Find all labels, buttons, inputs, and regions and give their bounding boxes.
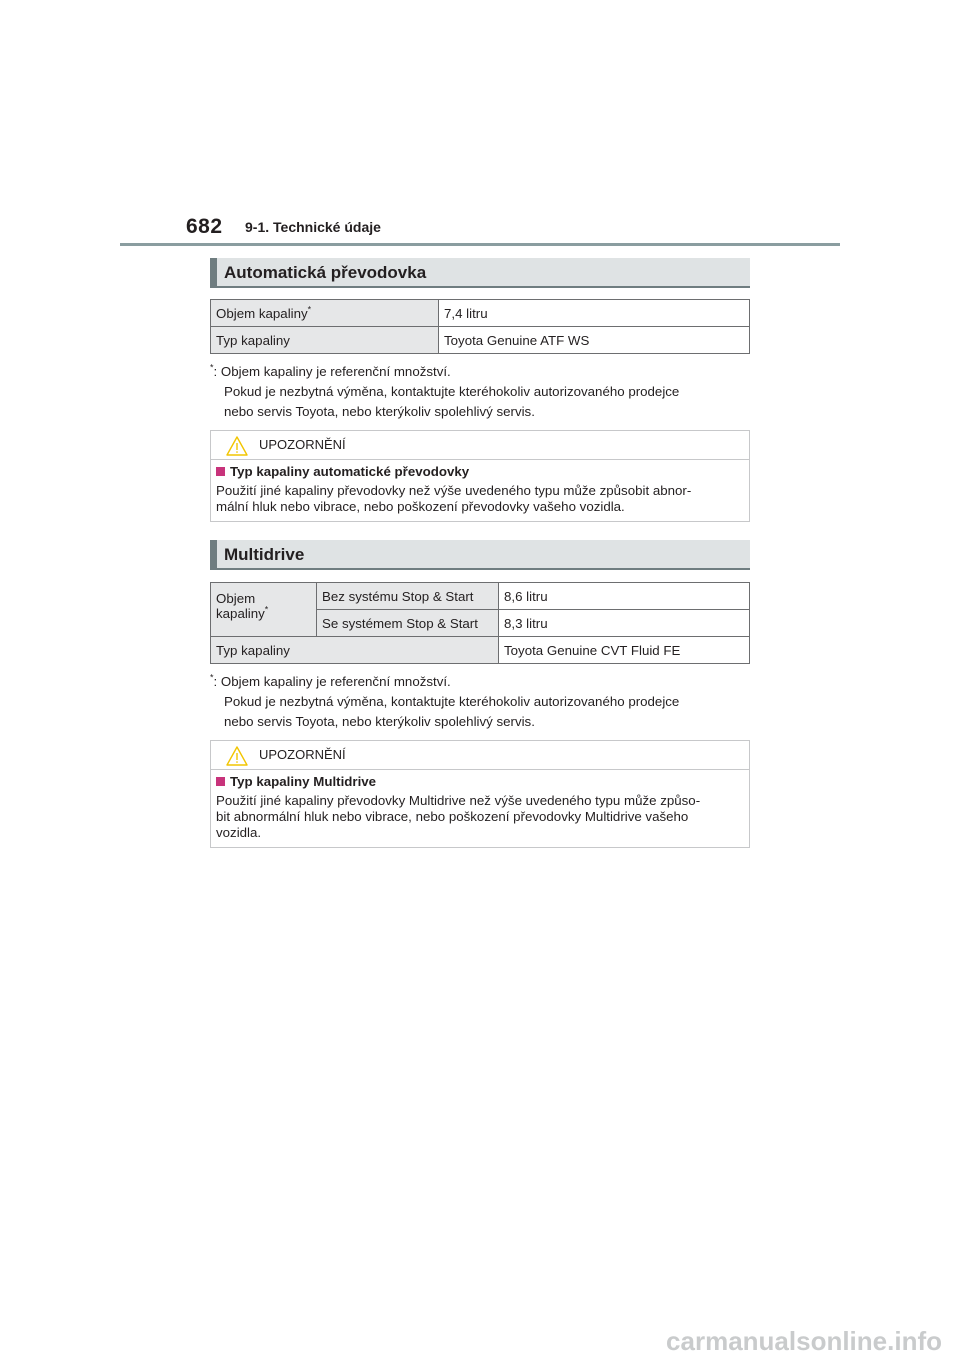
table-row bbox=[211, 583, 750, 610]
section-heading-multidrive: Multidrive bbox=[210, 540, 750, 570]
caution-text-line: Použití jiné kapaliny převodovky než výše uvedeného typu může způsobit abnor- bbox=[216, 483, 692, 498]
caution-header bbox=[211, 741, 749, 770]
table-cell-label: Objem kapaliny* bbox=[211, 583, 317, 637]
table-cell-label: Typ kapaliny bbox=[211, 327, 439, 354]
caution-body bbox=[211, 460, 749, 521]
table-row bbox=[211, 300, 750, 327]
page-number: 682 bbox=[186, 215, 223, 238]
multidrive-spec-table bbox=[210, 582, 750, 664]
square-bullet-icon bbox=[216, 467, 225, 476]
table-cell-value: Toyota Genuine ATF WS bbox=[439, 327, 750, 354]
caution-box bbox=[210, 740, 750, 848]
watermark: carmanualsonline.info bbox=[666, 1326, 942, 1356]
caution-text-line: bit abnormální hluk nebo vibrace, nebo poškození převodovky Multidrive vašeho bbox=[216, 809, 689, 824]
square-bullet-icon bbox=[216, 777, 225, 786]
caution-text-line: Použití jiné kapaliny převodovky Multidrive než výše uvedeného typu může způso- bbox=[216, 793, 701, 808]
caution-title: UPOZORNĚNÍ bbox=[259, 437, 346, 452]
table-cell-value: 7,4 litru bbox=[439, 300, 750, 327]
footnote: *: Objem kapaliny je referenční množství. Pokud je nezbytná výměna, kontaktujte kteréhokoliv autorizovaného prodejce nebo servis Toyota, nebo kterýkoliv spolehlivý servis. bbox=[210, 672, 680, 729]
table-row bbox=[211, 327, 750, 354]
caution-header bbox=[211, 431, 749, 460]
caution-box bbox=[210, 430, 750, 522]
warning-icon bbox=[225, 745, 249, 767]
table-cell-condition: Se systémem Stop & Start bbox=[317, 610, 499, 637]
warning-icon bbox=[225, 435, 249, 457]
section-heading-automatic-transmission: Automatická převodovka bbox=[210, 258, 750, 288]
caution-body bbox=[211, 770, 749, 847]
caution-text-line: mální hluk nebo vibrace, nebo poškození převodovky vašeho vozidla. bbox=[216, 499, 625, 514]
table-row bbox=[211, 637, 750, 664]
table-cell-value: 8,3 litru bbox=[499, 610, 750, 637]
table-cell-label: Objem kapaliny* bbox=[211, 300, 439, 327]
table-cell-condition: Bez systému Stop & Start bbox=[317, 583, 499, 610]
automatic-transmission-spec-table bbox=[210, 299, 750, 354]
table-cell-value: Toyota Genuine CVT Fluid FE bbox=[499, 637, 750, 664]
header-divider bbox=[120, 243, 840, 246]
caution-subtitle: Typ kapaliny Multidrive bbox=[216, 774, 744, 790]
chapter-title: 9-1. Technické údaje bbox=[245, 219, 381, 235]
table-cell-label: Typ kapaliny bbox=[211, 637, 499, 664]
footnote: *: Objem kapaliny je referenční množství. Pokud je nezbytná výměna, kontaktujte kteréhokoliv autorizovaného prodejce nebo servis Toyota, nebo kterýkoliv spolehlivý servis. bbox=[210, 362, 680, 419]
caution-title: UPOZORNĚNÍ bbox=[259, 747, 346, 762]
caution-text-line: vozidla. bbox=[216, 825, 262, 840]
table-cell-value: 8,6 litru bbox=[499, 583, 750, 610]
caution-subtitle: Typ kapaliny automatické převodovky bbox=[216, 464, 744, 480]
